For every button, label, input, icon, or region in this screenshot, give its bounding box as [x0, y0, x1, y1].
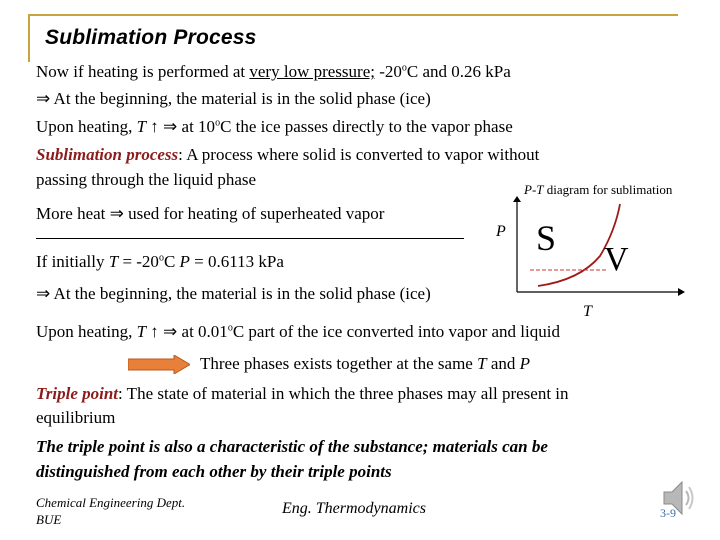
block-arrow-icon [128, 355, 190, 374]
vapor-region-label: V [604, 241, 629, 278]
line-3: Upon heating, T ↑ ⇒ at 10$^o$C the ice passes directly to the vapor phase [36, 117, 513, 136]
line-7: If initially $T = -20^oC$ P = 0.6113 kPa [36, 252, 284, 271]
line-11-triple-point-definition: Triple point: The state of material in which the three phases may all present in [36, 384, 569, 403]
page-number: 3-9 [660, 506, 676, 520]
line-13: The triple point is also a characteristic of the substance; materials can be [36, 437, 548, 456]
solid-region-label: S [536, 218, 557, 258]
line-8: ⇒ At the beginning, the material is in the solid phase (ice) [36, 284, 431, 303]
line-5: passing through the liquid phase [36, 170, 257, 189]
line-10: Three phases exists together at the same T and P [200, 354, 531, 373]
slide-title: Sublimation Process [45, 26, 257, 49]
p-axis-arrowhead [513, 196, 521, 202]
line-1: Now if heating is performed at very low pressure; -20$^o$C and 0.26 kPa [36, 62, 511, 81]
footer-department [36, 494, 185, 528]
line-14: distinguished from each other by their triple points [36, 462, 392, 481]
line-9: Upon heating, T ↑ ⇒ at 0.01$^o$C part of the ice converted into vapor and liquid [36, 322, 560, 341]
p-axis-label: P [496, 223, 506, 240]
line-6: More heat ⇒ used for heating of superheated vapor [36, 204, 385, 223]
t-axis-label: T [583, 303, 592, 320]
frame-left-border [28, 14, 30, 62]
diagram-caption: P-T diagram for sublimation [524, 182, 673, 197]
divider-line [36, 238, 464, 239]
footer-dept-line2: BUE [36, 512, 62, 527]
footer-course: Eng. Thermodynamics [282, 500, 426, 517]
pt-diagram [480, 196, 690, 322]
line-2: ⇒ At the beginning, the material is in the solid phase (ice) [36, 89, 431, 108]
frame-top-border [28, 14, 678, 16]
t-axis-arrowhead [678, 288, 685, 296]
footer-dept-line1: Chemical Engineering Dept. [36, 495, 186, 510]
line-4-sublimation-definition: Sublimation process: A process where solid is converted to vapor without [36, 145, 540, 164]
line-12: equilibrium [36, 408, 116, 427]
